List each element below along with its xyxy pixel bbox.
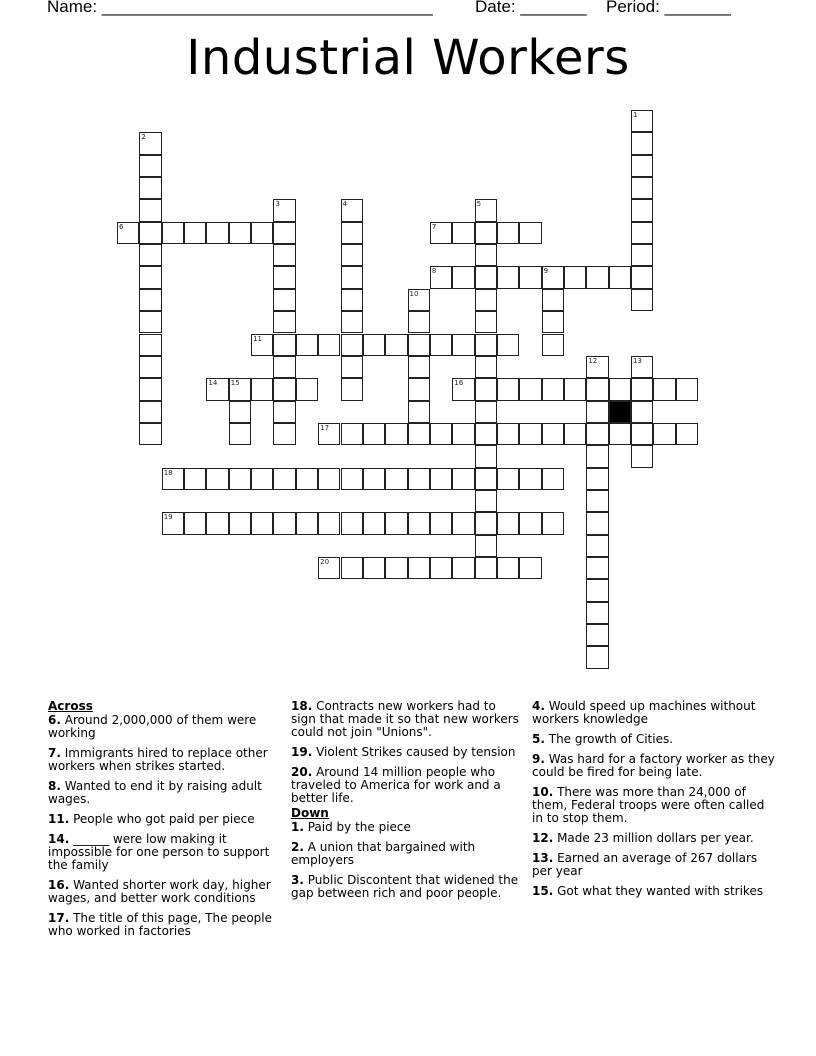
grid-cell[interactable]: [408, 423, 430, 445]
grid-cell[interactable]: [475, 445, 497, 467]
grid-cell[interactable]: [139, 378, 161, 400]
grid-cell[interactable]: [542, 423, 564, 445]
grid-cell[interactable]: [229, 468, 251, 490]
grid-cell[interactable]: [519, 266, 541, 288]
grid-cell[interactable]: [408, 401, 430, 423]
grid-cell[interactable]: [586, 423, 608, 445]
clue-across-19: 19. Violent Strikes caused by tension: [291, 745, 516, 759]
grid-cell[interactable]: [139, 311, 161, 333]
grid-cell[interactable]: [430, 266, 452, 288]
grid-cell[interactable]: [452, 222, 474, 244]
grid-cell[interactable]: [586, 468, 608, 490]
grid-cell[interactable]: [452, 334, 474, 356]
grid-cell[interactable]: [497, 557, 519, 579]
grid-cell[interactable]: [452, 512, 474, 534]
grid-cell[interactable]: [251, 378, 273, 400]
grid-cell[interactable]: [139, 289, 161, 311]
grid-cell[interactable]: [318, 557, 340, 579]
clue-number: 11: [253, 334, 263, 343]
grid-cell[interactable]: [162, 512, 184, 534]
grid-cell[interactable]: [273, 289, 295, 311]
grid-cell[interactable]: [475, 199, 497, 221]
grid-cell[interactable]: [229, 512, 251, 534]
clue-down-15: 15. Got what they wanted with strikes: [532, 884, 764, 898]
grid-cell[interactable]: [452, 378, 474, 400]
grid-cell[interactable]: [676, 423, 698, 445]
grid-cell[interactable]: [475, 557, 497, 579]
grid-cell[interactable]: [229, 378, 251, 400]
clue-number: 8: [431, 267, 437, 276]
grid-cell[interactable]: [475, 356, 497, 378]
clue-down-2: 2. A union that bargained with employers: [291, 840, 476, 867]
grid-cell[interactable]: [519, 468, 541, 490]
grid-cell[interactable]: [363, 423, 385, 445]
grid-cell[interactable]: [206, 468, 228, 490]
clue-number: 10: [409, 289, 419, 298]
grid-cell[interactable]: [273, 266, 295, 288]
grid-cell[interactable]: [363, 512, 385, 534]
grid-cell[interactable]: [542, 334, 564, 356]
clue-number: 1: [633, 111, 638, 119]
grid-cell[interactable]: [139, 177, 161, 199]
grid-cell[interactable]: [609, 423, 631, 445]
grid-cell[interactable]: [162, 222, 184, 244]
grid-cell[interactable]: [475, 289, 497, 311]
grid-cell[interactable]: [542, 468, 564, 490]
clue-number: 16: [454, 379, 464, 388]
grid-cell[interactable]: [318, 334, 340, 356]
grid-cell[interactable]: [139, 199, 161, 221]
grid-cell[interactable]: [631, 356, 653, 378]
clue-down-10: 10. There was more than 24,000 of them, Federal troops were often called in to stop them.: [532, 785, 765, 825]
grid-cell[interactable]: [363, 468, 385, 490]
grid-cell[interactable]: [341, 468, 363, 490]
grid-cell[interactable]: [564, 423, 586, 445]
clue-across-8: 8. Wanted to end it by raising adult wages.: [48, 779, 262, 806]
grid-cell[interactable]: [139, 334, 161, 356]
grid-cell[interactable]: [542, 289, 564, 311]
grid-cell[interactable]: [631, 244, 653, 266]
clues-column-3: [532, 700, 777, 905]
grid-cell[interactable]: [318, 468, 340, 490]
grid-cell[interactable]: [631, 199, 653, 221]
grid-cell[interactable]: [273, 423, 295, 445]
grid-cell[interactable]: [475, 423, 497, 445]
down-heading: Down: [291, 806, 329, 820]
grid-cell[interactable]: [631, 289, 653, 311]
grid-cell[interactable]: [475, 244, 497, 266]
grid-cell[interactable]: [586, 445, 608, 467]
grid-cell[interactable]: [341, 512, 363, 534]
grid-cell[interactable]: [408, 356, 430, 378]
grid-cell[interactable]: [273, 468, 295, 490]
grid-cell[interactable]: [273, 311, 295, 333]
grid-cell[interactable]: [430, 468, 452, 490]
clue-down-13: 13. Earned an average of 267 dollars per year: [532, 851, 758, 878]
grid-cell[interactable]: [139, 222, 161, 244]
grid-cell[interactable]: [452, 468, 474, 490]
clue-across-7: 7. Immigrants hired to replace other workers when strikes started.: [48, 746, 268, 773]
grid-cell[interactable]: [519, 423, 541, 445]
grid-cell[interactable]: [385, 557, 407, 579]
grid-cell[interactable]: [408, 557, 430, 579]
grid-cell[interactable]: [497, 334, 519, 356]
grid-cell[interactable]: [497, 266, 519, 288]
grid-cell[interactable]: [542, 311, 564, 333]
grid-cell[interactable]: [586, 646, 608, 668]
grid-cell[interactable]: [631, 378, 653, 400]
grid-cell[interactable]: [586, 266, 608, 288]
grid-cell[interactable]: [273, 356, 295, 378]
grid-cell[interactable]: [341, 423, 363, 445]
grid-cell[interactable]: [206, 512, 228, 534]
clue-across-16: 16. Wanted shorter work day, higher wages, and better work conditions: [48, 878, 271, 905]
clue-number: 19: [163, 513, 173, 522]
across-heading: Across: [48, 699, 93, 713]
grid-cell[interactable]: [519, 222, 541, 244]
grid-cell[interactable]: [408, 512, 430, 534]
grid-cell[interactable]: [206, 378, 228, 400]
grid-cell[interactable]: [631, 222, 653, 244]
grid-cell[interactable]: [296, 468, 318, 490]
grid-cell[interactable]: [341, 266, 363, 288]
grid-cell[interactable]: [296, 334, 318, 356]
grid-cell[interactable]: [273, 222, 295, 244]
clue-across-20: 20. Around 14 million people who traveled to America for work and a better life.: [291, 765, 501, 805]
page-title: Industrial Workers: [186, 30, 630, 86]
grid-cell[interactable]: [497, 468, 519, 490]
grid-cell[interactable]: [430, 334, 452, 356]
grid-cell[interactable]: [497, 378, 519, 400]
grid-cell[interactable]: [139, 155, 161, 177]
grid-cell[interactable]: [586, 490, 608, 512]
clue-number: 7: [431, 222, 437, 231]
grid-cell[interactable]: [452, 557, 474, 579]
grid-cell[interactable]: [564, 266, 586, 288]
grid-cell[interactable]: [564, 378, 586, 400]
grid-cell[interactable]: [586, 624, 608, 646]
grid-cell[interactable]: [475, 490, 497, 512]
clue-down-3: 3. Public Discontent that widened the gap between rich and poor people.: [291, 873, 519, 900]
grid-cell[interactable]: [609, 378, 631, 400]
clue-number: 17: [320, 423, 330, 432]
grid-cell[interactable]: [408, 378, 430, 400]
grid-cell[interactable]: [519, 557, 541, 579]
grid-cell[interactable]: [341, 199, 363, 221]
clue-number: 4: [342, 200, 347, 209]
grid-cell[interactable]: [519, 512, 541, 534]
grid-cell[interactable]: [475, 512, 497, 534]
grid-cell[interactable]: [251, 334, 273, 356]
grid-cell[interactable]: [519, 378, 541, 400]
grid-cell[interactable]: [430, 222, 452, 244]
grid-cell[interactable]: [273, 199, 295, 221]
clue-number: 18: [163, 468, 173, 477]
clue-number: 13: [633, 356, 642, 365]
grid-cell[interactable]: [251, 468, 273, 490]
clue-number: 5: [476, 200, 482, 209]
clue-down-5: 5. The growth of Cities.: [532, 732, 674, 746]
clue-number: 2: [141, 133, 146, 142]
grid-cell[interactable]: [229, 401, 251, 423]
grid-cell[interactable]: [631, 155, 653, 177]
grid-cell[interactable]: [184, 468, 206, 490]
grid-cell[interactable]: [273, 378, 295, 400]
clue-number: 12: [588, 356, 598, 365]
grid-cell[interactable]: [273, 512, 295, 534]
grid-cell[interactable]: [385, 468, 407, 490]
grid-cell[interactable]: [430, 423, 452, 445]
grid-cell[interactable]: [542, 266, 564, 288]
grid-cell[interactable]: [430, 557, 452, 579]
grid-cell[interactable]: [341, 289, 363, 311]
grid-cell[interactable]: [341, 356, 363, 378]
grid-cell[interactable]: [296, 512, 318, 534]
clue-down-4: 4. Would speed up machines without workers knowledge: [532, 699, 756, 726]
grid-cell[interactable]: [385, 423, 407, 445]
grid-cell[interactable]: [408, 334, 430, 356]
grid-cell[interactable]: [341, 244, 363, 266]
grid-cell[interactable]: [542, 512, 564, 534]
grid-cell[interactable]: [631, 177, 653, 199]
grid-cell[interactable]: [408, 289, 430, 311]
clues-column-1: [48, 700, 283, 945]
grid-cell[interactable]: [341, 334, 363, 356]
clue-number: 3: [275, 200, 280, 209]
grid-cell[interactable]: [139, 266, 161, 288]
clue-number: 15: [230, 379, 240, 388]
grid-cell[interactable]: [206, 222, 228, 244]
grid-cell[interactable]: [475, 222, 497, 244]
grid-cell[interactable]: [139, 356, 161, 378]
clue-number: 9: [543, 267, 549, 276]
grid-cell[interactable]: [452, 423, 474, 445]
grid-cell[interactable]: [229, 222, 251, 244]
grid-cell[interactable]: [475, 311, 497, 333]
grid-cell[interactable]: [586, 557, 608, 579]
grid-cell[interactable]: [184, 512, 206, 534]
clue-across-11: 11. People who got paid per piece: [48, 812, 255, 826]
grid-cell[interactable]: [341, 378, 363, 400]
grid-cell[interactable]: [251, 222, 273, 244]
clue-across-14: 14. ______ were low making it impossible for one person to support the family: [48, 832, 270, 872]
grid-cell[interactable]: [341, 311, 363, 333]
grid-cell[interactable]: [586, 356, 608, 378]
grid-cell[interactable]: [676, 378, 698, 400]
grid-cell[interactable]: [609, 266, 631, 288]
grid-cell[interactable]: [631, 401, 653, 423]
grid-cell[interactable]: [229, 423, 251, 445]
grid-cell[interactable]: [408, 311, 430, 333]
grid-cell[interactable]: [139, 244, 161, 266]
grid-cell[interactable]: [452, 266, 474, 288]
grid-cell[interactable]: [341, 222, 363, 244]
name-field[interactable]: Name: ___________________________________: [47, 0, 433, 16]
clue-down-1: 1. Paid by the piece: [291, 820, 411, 834]
grid-cell[interactable]: [296, 378, 318, 400]
grid-cell[interactable]: [586, 378, 608, 400]
clue-across-6: 6. Around 2,000,000 of them were working: [48, 713, 257, 740]
grid-cell[interactable]: [497, 423, 519, 445]
period-field[interactable]: Period: _______: [606, 0, 731, 16]
grid-cell[interactable]: [273, 244, 295, 266]
grid-cell[interactable]: [273, 401, 295, 423]
clue-number: 20: [320, 558, 330, 566]
grid-cell[interactable]: [631, 110, 653, 132]
grid-cell[interactable]: [475, 266, 497, 288]
grid-cell[interactable]: [117, 222, 139, 244]
grid-cell[interactable]: [586, 535, 608, 557]
grid-cell[interactable]: [631, 266, 653, 288]
grid-cell[interactable]: [475, 468, 497, 490]
grid-cell[interactable]: [318, 423, 340, 445]
grid-cell[interactable]: [475, 378, 497, 400]
grid-cell[interactable]: [363, 557, 385, 579]
grid-cell[interactable]: [497, 512, 519, 534]
grid-cell[interactable]: [475, 334, 497, 356]
grid-cell[interactable]: [430, 512, 452, 534]
grid-cell[interactable]: [139, 401, 161, 423]
grid-cell[interactable]: [139, 132, 161, 154]
grid-cell[interactable]: [586, 602, 608, 624]
grid-cell[interactable]: [653, 423, 675, 445]
grid-cell[interactable]: [631, 132, 653, 154]
grid-cell[interactable]: [475, 535, 497, 557]
grid-cell[interactable]: [408, 468, 430, 490]
clues-column-2: [291, 700, 523, 907]
grid-cell[interactable]: [184, 222, 206, 244]
grid-cell[interactable]: [653, 378, 675, 400]
grid-cell[interactable]: [318, 512, 340, 534]
grid-cell[interactable]: [586, 579, 608, 601]
black-cell: [609, 401, 631, 423]
grid-cell[interactable]: [139, 423, 161, 445]
clue-across-18: 18. Contracts new workers had to sign that made it so that new workers could not join "Unions".: [291, 699, 519, 739]
grid-cell[interactable]: [385, 334, 407, 356]
grid-cell[interactable]: [385, 512, 407, 534]
clue-number: 14: [208, 379, 218, 388]
grid-cell[interactable]: [631, 423, 653, 445]
grid-cell[interactable]: [631, 445, 653, 467]
grid-cell[interactable]: [542, 378, 564, 400]
clue-down-12: 12. Made 23 million dollars per year.: [532, 831, 754, 845]
grid-cell[interactable]: [586, 401, 608, 423]
grid-cell[interactable]: [251, 512, 273, 534]
clue-across-17: 17. The title of this page, The people who worked in factories: [48, 911, 272, 938]
grid-cell[interactable]: [162, 468, 184, 490]
clue-down-9: 9. Was hard for a factory worker as they could be fired for being late.: [532, 752, 775, 779]
grid-cell[interactable]: [497, 222, 519, 244]
grid-cell[interactable]: [363, 334, 385, 356]
grid-cell[interactable]: [341, 557, 363, 579]
grid-cell[interactable]: [273, 334, 295, 356]
clue-number: 6: [119, 222, 124, 231]
grid-cell[interactable]: [586, 512, 608, 534]
date-field[interactable]: Date: _______: [475, 0, 587, 16]
grid-cell[interactable]: [475, 401, 497, 423]
